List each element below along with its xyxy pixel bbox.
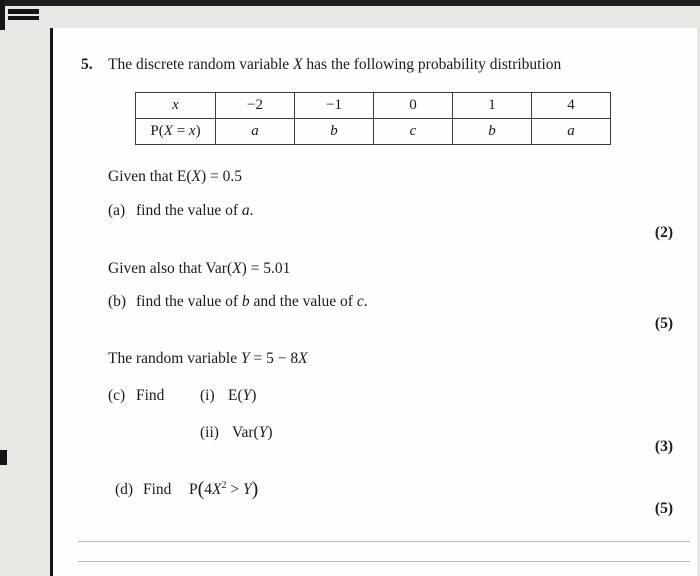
question-intro-text <box>108 56 561 73</box>
text-segment: The discrete random variable <box>108 56 294 73</box>
math-var: X <box>298 350 308 367</box>
math-var: x <box>188 123 196 139</box>
table-cell: 4 <box>532 93 611 119</box>
math-var: X <box>293 56 303 73</box>
formula-e-y <box>228 387 256 404</box>
table-cell-x-header <box>136 93 216 119</box>
math-var: c <box>356 293 364 310</box>
part-d-label: (d) <box>115 481 134 498</box>
math-var: a <box>567 123 575 139</box>
text-segment: Given that E( <box>108 168 192 185</box>
math-var: X <box>232 260 242 277</box>
table-cell <box>532 119 611 145</box>
text-segment: ) <box>267 424 273 441</box>
part-a-line <box>108 202 254 220</box>
part-a-label: (a) <box>108 202 126 219</box>
table-cell <box>295 119 374 145</box>
find-text: Find <box>143 481 172 498</box>
table-row-prob <box>136 119 611 145</box>
text-segment: find the value of <box>136 202 242 219</box>
marks-part-a: (2) <box>654 224 673 241</box>
table-cell <box>216 119 295 145</box>
text-segment: > <box>226 481 244 498</box>
math-var: b <box>488 123 496 139</box>
math-var: Y <box>242 387 252 404</box>
scan-edge-top <box>0 0 700 6</box>
question-intro-line <box>81 56 561 74</box>
text-segment: and the value of <box>249 293 357 310</box>
text-segment: P <box>189 481 198 498</box>
math-var: a <box>251 123 259 139</box>
exam-page <box>50 28 697 576</box>
math-var: Y <box>243 481 252 498</box>
text-segment: = <box>172 123 189 139</box>
marks-part-b: (5) <box>654 315 673 332</box>
text-segment: has the following probability distribution <box>302 56 562 73</box>
text-segment: ) <box>251 387 257 404</box>
table-cell: 0 <box>374 93 453 119</box>
text-segment: . <box>363 293 368 310</box>
table-cell <box>374 119 453 145</box>
math-var: X <box>163 123 173 139</box>
math-var: Y <box>240 350 250 367</box>
text-segment: E( <box>228 387 243 404</box>
given-expectation <box>108 168 242 186</box>
marks-part-d: (5) <box>654 500 673 517</box>
table-cell: −2 <box>216 93 295 119</box>
part-c-line-i <box>108 387 256 405</box>
text-segment: = 5 − 8 <box>249 350 299 367</box>
binding-mark-top-2 <box>8 16 39 20</box>
text-segment: ) <box>195 123 201 139</box>
given-variance <box>108 260 290 278</box>
paren-close: ) <box>251 478 259 500</box>
paren-open: ( <box>197 478 205 500</box>
math-var: a <box>241 202 250 219</box>
math-var: X <box>191 168 201 185</box>
part-c-line-ii <box>200 424 272 442</box>
math-var: x <box>172 97 179 113</box>
binding-mark-top-1 <box>8 9 39 14</box>
text-segment: 4 <box>204 481 213 498</box>
find-text: Find <box>136 387 165 404</box>
text-segment: ) = 5.01 <box>241 260 291 277</box>
text-segment: ) = 0.5 <box>200 168 243 185</box>
exponent: 2 <box>221 479 227 491</box>
answer-line <box>78 561 690 562</box>
part-c-ii-label: (ii) <box>200 424 219 441</box>
text-segment: find the value of <box>136 293 242 310</box>
formula-probability <box>189 478 259 500</box>
math-var: b <box>241 293 250 310</box>
text-segment: . <box>249 202 254 219</box>
text-segment: The random variable <box>108 350 241 367</box>
part-c-i-label: (i) <box>200 387 215 404</box>
given-y-definition <box>108 350 308 368</box>
table-cell-prob-header <box>136 119 216 145</box>
formula-var-y <box>232 424 272 441</box>
text-segment: P( <box>150 123 164 139</box>
table-cell: 1 <box>453 93 532 119</box>
math-var: c <box>409 123 417 139</box>
binding-mark-left <box>0 450 7 465</box>
part-d-line <box>115 478 258 501</box>
math-var: X <box>212 481 222 498</box>
marks-part-c: (3) <box>654 438 673 455</box>
text-segment: Given also that Var( <box>108 260 233 277</box>
part-b-label: (b) <box>108 293 127 310</box>
table-cell <box>453 119 532 145</box>
math-var: b <box>330 123 338 139</box>
scan-edge-left <box>0 0 5 30</box>
math-var: Y <box>258 424 268 441</box>
probability-distribution-table <box>135 92 611 145</box>
table-row-x <box>136 93 611 119</box>
text-segment: Var( <box>232 424 259 441</box>
part-b-line <box>108 293 368 311</box>
part-c-label: (c) <box>108 387 126 404</box>
answer-line <box>78 541 690 542</box>
table-cell: −1 <box>295 93 374 119</box>
question-number: 5. <box>81 56 93 73</box>
